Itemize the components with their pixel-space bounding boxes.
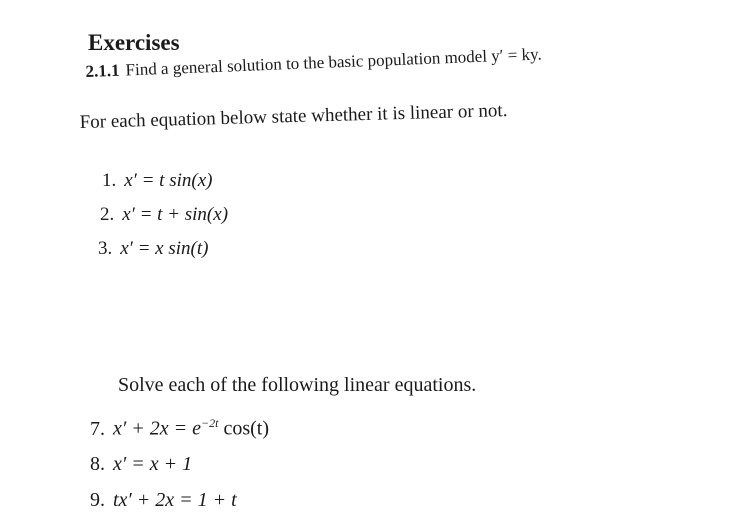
- list-item: [98, 238, 208, 260]
- linearity-prompt: For each equation below state whether it is linear or not.: [79, 100, 508, 134]
- equation: x′ + 2x = e: [113, 417, 201, 440]
- equation: tx′ + 2x = 1 + t: [113, 489, 237, 511]
- item-number: 3.: [98, 238, 113, 259]
- exercise-text: Find a general solution to the basic population model y′ = ky.: [125, 44, 542, 80]
- item-number: 1.: [102, 170, 117, 191]
- item-number: 2.: [100, 204, 115, 225]
- item-number: 7.: [90, 417, 105, 440]
- equation: x′ = t sin(x): [124, 170, 213, 191]
- item-number: 9.: [90, 489, 105, 511]
- equation-tail: cos(t): [218, 417, 269, 440]
- list-item: [90, 453, 192, 476]
- list-item: [102, 170, 212, 192]
- list-item: [90, 489, 237, 512]
- equation: x′ = x + 1: [113, 453, 193, 475]
- list-item: [90, 416, 269, 441]
- equation: x′ = x sin(t): [120, 238, 209, 259]
- exponent: −2t: [201, 416, 219, 430]
- equation: x′ = t + sin(x): [122, 204, 229, 225]
- item-number: 8.: [90, 453, 105, 475]
- list-item: [100, 204, 228, 226]
- exercise-number: 2.1.1: [85, 60, 120, 82]
- section-heading: Exercises: [88, 30, 180, 55]
- solve-prompt: Solve each of the following linear equations.: [118, 374, 477, 396]
